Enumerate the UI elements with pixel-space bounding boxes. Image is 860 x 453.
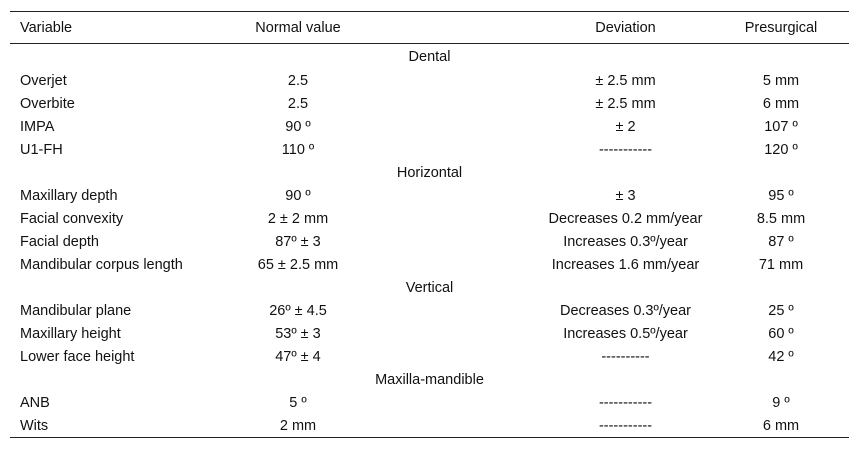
header-spacer: [388, 12, 538, 44]
cell-deviation: -----------: [598, 394, 653, 411]
cell-normal-value: 90 º: [285, 118, 311, 135]
cell-presurgical: 5 mm: [762, 72, 800, 89]
cell-presurgical: 6 mm: [762, 95, 800, 112]
cell-deviation: Decreases 0.3º/year: [559, 302, 692, 319]
section-header-row: [10, 276, 849, 299]
cell-variable: Mandibular plane: [20, 302, 132, 319]
section-header-row: [10, 368, 849, 391]
cell-normal-value: 2 mm: [279, 417, 317, 434]
cell-presurgical: 107 º: [764, 118, 798, 135]
cell-presurgical: 25 º: [768, 302, 794, 319]
cell-variable: Wits: [20, 417, 49, 434]
cephalometric-table: [10, 11, 849, 438]
table-row: [10, 345, 849, 368]
cell-deviation: -----------: [598, 141, 653, 158]
cell-normal-value: 47º ± 4: [275, 348, 321, 365]
table-row: [10, 184, 849, 207]
cell-normal-value: 5 º: [289, 394, 307, 411]
cell-presurgical: 120 º: [764, 141, 798, 158]
cell-presurgical: 95 º: [768, 187, 794, 204]
cell-normal-value: 65 ± 2.5 mm: [257, 256, 339, 273]
cell-normal-value: 26º ± 4.5: [269, 302, 327, 319]
header-variable: Variable: [20, 19, 73, 36]
cell-variable: ANB: [20, 394, 50, 411]
cell-spacer: [388, 414, 538, 438]
header-deviation: Deviation: [595, 19, 656, 36]
cell-spacer: [388, 253, 538, 276]
section-title: Dental: [408, 48, 451, 65]
cell-spacer: [388, 322, 538, 345]
cell-presurgical: 9 º: [772, 394, 790, 411]
cell-presurgical: 87 º: [768, 233, 794, 250]
cell-normal-value: 53º ± 3: [275, 325, 321, 342]
cell-spacer: [388, 69, 538, 92]
cell-deviation: ± 2.5 mm: [595, 72, 656, 89]
cell-presurgical: 8.5 mm: [756, 210, 806, 227]
table-row: [10, 207, 849, 230]
cell-normal-value: 90 º: [285, 187, 311, 204]
cell-spacer: [388, 299, 538, 322]
section-header-row: [10, 44, 849, 70]
cell-normal-value: 2.5: [287, 72, 309, 89]
cell-presurgical: 6 mm: [762, 417, 800, 434]
section-title: Maxilla-mandible: [375, 371, 484, 388]
cell-spacer: [388, 92, 538, 115]
section-title: Horizontal: [396, 164, 463, 181]
cell-spacer: [388, 391, 538, 414]
cell-presurgical: 60 º: [768, 325, 794, 342]
cell-variable: Facial depth: [20, 233, 99, 250]
table-header-row: [10, 12, 849, 44]
cell-deviation: ----------: [601, 348, 650, 365]
table-row: [10, 299, 849, 322]
cell-presurgical: 42 º: [768, 348, 794, 365]
cell-variable: Maxillary depth: [20, 187, 118, 204]
cell-spacer: [388, 207, 538, 230]
table-row: [10, 391, 849, 414]
cell-variable: Overjet: [20, 72, 67, 89]
cell-normal-value: 2.5: [287, 95, 309, 112]
cell-variable: Facial convexity: [20, 210, 124, 227]
cell-deviation: -----------: [598, 417, 653, 434]
table-row: [10, 414, 849, 438]
cell-normal-value: 110 º: [281, 141, 315, 158]
cell-variable: Lower face height: [20, 348, 135, 365]
cell-spacer: [388, 230, 538, 253]
section-header-row: [10, 161, 849, 184]
cell-spacer: [388, 138, 538, 161]
cell-variable: Mandibular corpus length: [20, 256, 183, 273]
cell-normal-value: 2 ± 2 mm: [267, 210, 329, 227]
cell-normal-value: 87º ± 3: [275, 233, 321, 250]
cell-deviation: ± 2: [615, 118, 636, 135]
cell-deviation: ± 2.5 mm: [595, 95, 656, 112]
table-row: [10, 322, 849, 345]
cell-deviation: ± 3: [615, 187, 636, 204]
cell-spacer: [388, 115, 538, 138]
table-row: [10, 138, 849, 161]
table-row: [10, 69, 849, 92]
cell-deviation: Increases 1.6 mm/year: [551, 256, 700, 273]
cell-spacer: [388, 184, 538, 207]
table-row: [10, 92, 849, 115]
cell-variable: Overbite: [20, 95, 75, 112]
cell-variable: IMPA: [20, 118, 55, 135]
cephalometric-table-container: [10, 11, 849, 438]
table-row: [10, 230, 849, 253]
cell-deviation: Increases 0.3º/year: [563, 233, 688, 250]
header-normal-value: Normal value: [255, 19, 341, 36]
table-row: [10, 115, 849, 138]
table-body: [10, 44, 849, 438]
cell-spacer: [388, 345, 538, 368]
cell-variable: U1-FH: [20, 141, 63, 158]
cell-deviation: Increases 0.5º/year: [563, 325, 688, 342]
cell-presurgical: 71 mm: [758, 256, 804, 273]
table-row: [10, 253, 849, 276]
cell-deviation: Decreases 0.2 mm/year: [548, 210, 703, 227]
cell-variable: Maxillary height: [20, 325, 121, 342]
section-title: Vertical: [405, 279, 454, 296]
header-presurgical: Presurgical: [744, 19, 818, 36]
